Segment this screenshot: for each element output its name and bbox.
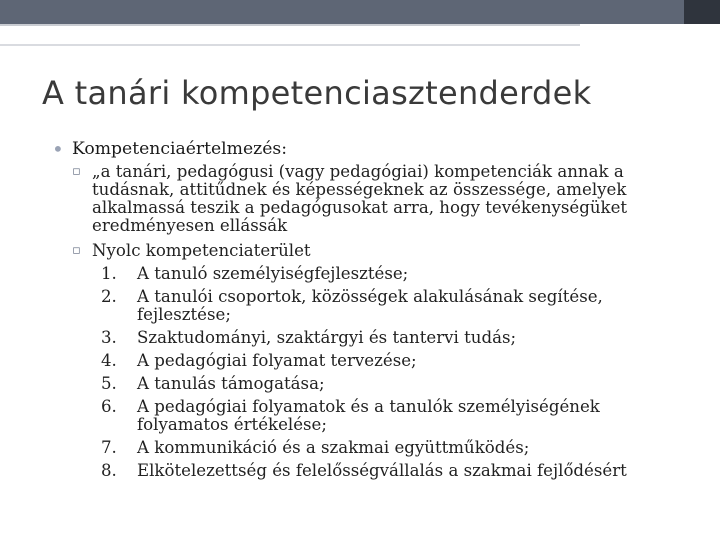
list-number: 5. [101,374,117,393]
bullet-dot-icon: • [52,137,64,161]
list-text: A pedagógiai folyamat tervezése; [137,351,417,370]
bullet-item [52,138,692,160]
list-number: 7. [101,438,117,457]
list-text: Szaktudományi, szaktárgyi és tantervi tudás; [137,328,517,347]
list-text: A tanulás támogatása; [137,374,325,393]
competency-list [101,265,692,480]
list-number: 8. [101,461,117,480]
list-text: A tanulói csoportok, közösségek alakulásának segítése, fejlesztése; [137,287,603,324]
slide-content [52,138,692,485]
header-line-secondary [0,44,580,46]
list-item [101,375,692,393]
bullet-text: Kompetenciaértelmezés: [72,139,287,159]
list-item [101,265,692,283]
list-item [101,329,692,347]
list-item [101,352,692,370]
square-bullet-icon: ▫ [72,164,81,179]
header-bar [0,0,684,24]
list-item [101,398,692,434]
list-number: 1. [101,264,117,283]
slide-title: A tanári kompetenciasztenderdek [42,74,592,112]
sub-item-areas [72,242,692,260]
sub-item-text: „a tanári, pedagógusi (vagy pedagógiai) kompetenciák annak a tudásnak, attitűdnek és képességeknek az összessége, amelyek alkalmassá teszik a pedagógusokat arra, hogy tevékenységüket eredményesen ellássák [92,162,628,235]
list-text: Elkötelezettség és felelősségvállalás a szakmai fejlődésért [137,461,627,480]
list-text: A tanuló személyiségfejlesztése; [137,264,409,283]
list-item [101,288,692,324]
square-bullet-icon: ▫ [72,243,81,258]
list-number: 4. [101,351,117,370]
sub-item-text: Nyolc kompetenciaterület [92,241,311,260]
list-text: A pedagógiai folyamatok és a tanulók személyiségének folyamatos értékelése; [137,397,600,434]
header-line [0,24,580,26]
sub-item-definition [72,163,692,235]
list-number: 3. [101,328,117,347]
list-item [101,462,692,480]
header-accent [684,0,720,24]
list-item [101,439,692,457]
list-number: 2. [101,287,117,306]
list-number: 6. [101,397,117,416]
list-text: A kommunikáció és a szakmai együttműködés; [137,438,530,457]
